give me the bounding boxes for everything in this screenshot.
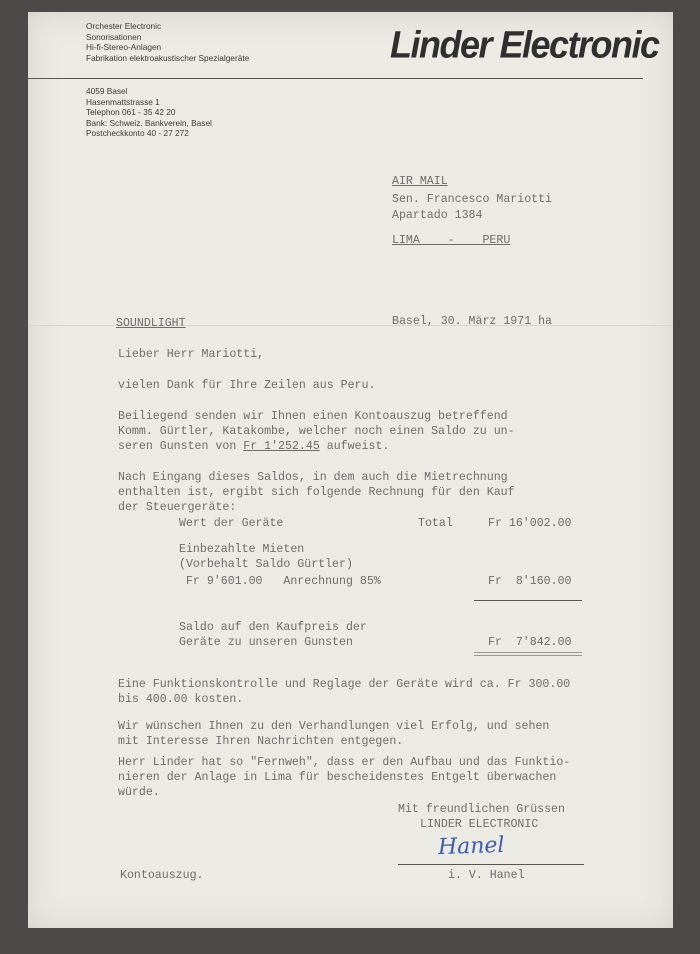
calc-value: Fr 16'002.00 (488, 517, 572, 530)
sum-line (474, 600, 582, 601)
double-line (474, 652, 582, 653)
recipient-box: Apartado 1384 (392, 209, 483, 222)
calc-value: Fr 8'160.00 (488, 575, 572, 588)
salutation: Lieber Herr Mariotti, (118, 348, 265, 361)
company-logo: Linder Electronic (390, 22, 659, 66)
letterhead-rule (28, 78, 643, 79)
calc-label: Wert der Geräte (179, 517, 284, 530)
calc-label: Saldo auf den Kaufpreis der Geräte zu unseren Gunsten (179, 621, 367, 649)
paragraph: Herr Linder hat so "Fernweh", dass er den Aufbau und das Funktio- nieren der Anlage in Lima für bescheidenstes Entgelt überwachen würde. (118, 756, 571, 799)
address-line: Bank: Schweiz. Bankverein, Basel (86, 117, 212, 128)
closing-greeting: Mit freundlichen Grüssen (398, 803, 565, 816)
paragraph: vielen Dank für Ihre Zeilen aus Peru. (118, 379, 376, 392)
handwritten-signature: Hanel (437, 832, 505, 861)
saldo-amount: Fr 1'252.45 (243, 440, 320, 453)
service-line: Sonorisationen (86, 31, 142, 42)
service-line: Fabrikation elektroakustischer Spezialgeräte (86, 52, 250, 63)
calc-total-label: Total (418, 517, 453, 530)
paragraph-text: Beiliegend senden wir Ihnen einen Kontoauszug betreffend Komm. Gürtler, Katakombe, welcher noch einen Saldo zu un- seren Gunsten von (118, 410, 515, 453)
recipient-name: Sen. Francesco Mariotti (392, 193, 553, 206)
signature-line (398, 864, 584, 865)
letter-date: Basel, 30. März 1971 ha (392, 315, 553, 328)
letter-page (28, 12, 673, 928)
service-line: Hi-fi-Stereo-Anlagen (86, 42, 162, 52)
service-line: Orchester Electronic (86, 21, 162, 31)
calc-value: Fr 7'842.00 (488, 636, 572, 649)
air-mail: AIR MAIL (392, 175, 448, 188)
address-line: 4059 Basel (86, 86, 128, 96)
address-line: Hasenmattstrasse 1 (86, 96, 160, 107)
address-line: Telephon 061 - 35 42 20 (86, 107, 176, 117)
letterhead-address (86, 86, 212, 139)
enclosure: Kontoauszug. (120, 869, 204, 882)
signer: i. V. Hanel (448, 869, 525, 882)
reference: SOUNDLIGHT (116, 317, 186, 330)
paragraph: Wir wünschen Ihnen zu den Verhandlungen viel Erfolg, und sehen mit Interesse Ihren Nachrichten entgegen. (118, 720, 550, 748)
closing-company: LINDER ELECTRONIC (420, 818, 539, 831)
letterhead-services (86, 21, 249, 63)
paragraph-text: aufweist. (319, 440, 390, 453)
calc-sub: Fr 9'601.00 Anrechnung 85% (179, 575, 381, 588)
paragraph: Eine Funktionskontrolle und Reglage der Geräte wird ca. Fr 300.00 bis 400.00 kosten. (118, 678, 571, 706)
address-line: Postcheckkonto 40 - 27 272 (86, 128, 189, 138)
recipient-city: LIMA - PERU (392, 234, 511, 247)
paragraph: Nach Eingang dieses Saldos, in dem auch die Mietrechnung enthalten ist, ergibt sich folgende Rechnung für den Kauf der Steuergeräte: (118, 471, 515, 514)
double-line (474, 655, 582, 656)
calc-label: Einbezahlte Mieten (Vorbehalt Saldo Gürtler) (179, 543, 353, 571)
paragraph (118, 409, 515, 454)
